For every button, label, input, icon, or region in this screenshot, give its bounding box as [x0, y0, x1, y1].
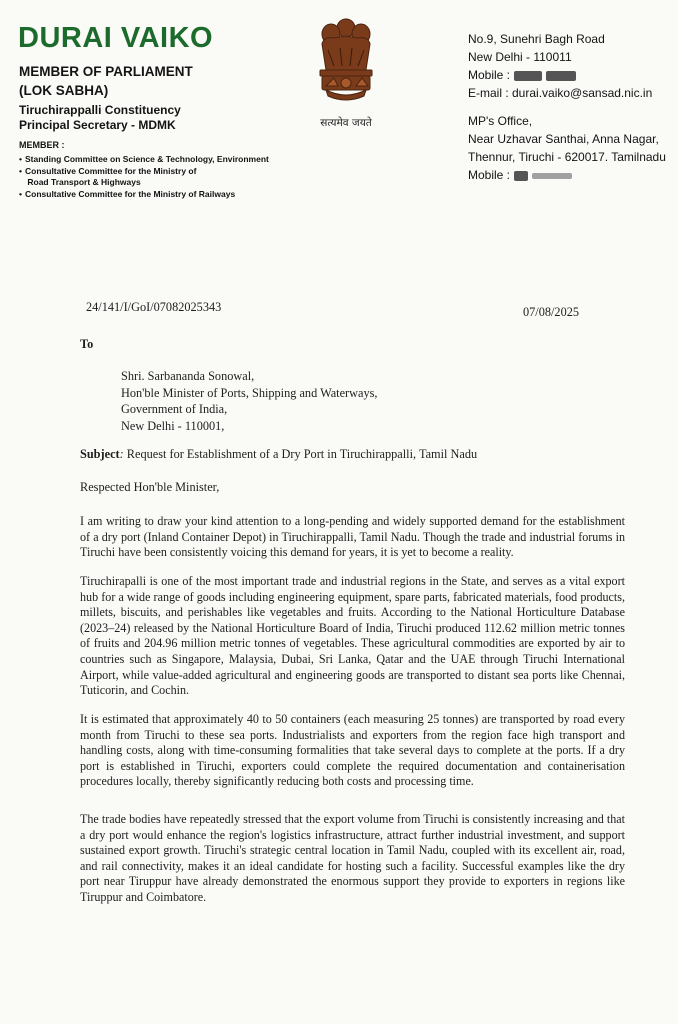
subject-label: Subject [80, 447, 120, 461]
emblem-motto: सत्यमेव जयते [320, 117, 372, 129]
committee-item: • Consultative Committee for the Ministry of Railways [19, 189, 269, 201]
body-paragraph: Tiruchirapalli is one of the most important trade and industrial regions in the State, and serves as a vital export hub for a wide range of goods including engineering equipment, spare parts, fabricated materials, food products, millets, biscuits, and perishables like vegetables and fruits. According to the National Horticulture Database (2023–24) released by the National Horticulture Board of India, Tiruchi produced 112.62 million metric tonnes of fruits and 204.96 million metric tonnes of vegetables. These agricultural commodities are exported by air to countries such as Singapore, Malaysia, Dubai, Sri Lanka, Qatar and the UAE through Tiruchi International Airport, while value-added agricultural and engineering goods are transported to distant sea ports like Chennai, Tuticorin, and Cochin. [80, 574, 625, 698]
body-paragraph: The trade bodies have repeatedly stressed that the export volume from Tiruchi is consistently increasing and that a dry port would enhance the region's logistics infrastructure, attract further industrial investment, and support sustained export growth. Tiruchi's strategic central location in Tamil Nadu, coupled with its excellent air, road, and rail connectivity, makes it an ideal candidate for hosting such a facility. Successful examples like the dry port near Tiruppur have already demonstrated the enormous support they provide to exporters in regions like Tiruppur and Coimbatore. [80, 812, 625, 904]
committee-item: • Standing Committee on Science & Technology, Environment [19, 154, 269, 166]
mobile-row [468, 66, 652, 84]
state-emblem [304, 14, 388, 140]
designation [19, 62, 193, 100]
address-line: Thennur, Tiruchi - 620017. Tamilnadu [468, 150, 666, 164]
constituency-block [19, 103, 181, 133]
salutation: Respected Hon'ble Minister, [80, 480, 220, 494]
address-line: No.9, Sunehri Bagh Road [468, 32, 605, 46]
letterhead-name: DURAI VAIKO [18, 22, 214, 54]
email: E-mail : durai.vaiko@sansad.nic.in [468, 86, 653, 100]
reference-number: 24/141/I/GoI/07082025343 [86, 300, 222, 314]
delhi-address [468, 30, 652, 102]
redaction-mark [546, 71, 576, 81]
member-label: MEMBER : [19, 140, 65, 150]
recipient-line: Shri. Sarbananda Sonowal, [121, 369, 255, 383]
recipient-line: Hon'ble Minister of Ports, Shipping and Waterways, [121, 385, 378, 400]
committee-list [19, 154, 269, 200]
mobile-label: Mobile : [468, 168, 511, 182]
recipient-address [121, 368, 377, 434]
subject-line [80, 447, 477, 462]
body-paragraph: I am writing to draw your kind attention to a long-pending and widely supported demand for the establishment of a dry port (Inland Container Depot) in Tiruchirappalli, Tamil Nadu. Though the trade and industrial forums in Tiruchi have been consistently voicing this demand for years, it is yet to become a reality. [80, 514, 625, 560]
office-address [468, 112, 666, 184]
designation-line: MEMBER OF PARLIAMENT [19, 64, 193, 79]
address-line: Near Uzhavar Santhai, Anna Nagar, [468, 132, 659, 146]
lion-capital-icon [304, 14, 388, 114]
party-role: Principal Secretary - MDMK [19, 118, 176, 132]
redaction-mark [532, 173, 572, 179]
mobile-label: Mobile : [468, 68, 511, 82]
committee-item: • Consultative Committee for the Ministry of Road Transport & Highways [19, 166, 269, 189]
subject-text: Request for Establishment of a Dry Port in Tiruchirappalli, Tamil Nadu [123, 447, 478, 461]
constituency: Tiruchirappalli Constituency [19, 103, 181, 117]
designation-house: (LOK SABHA) [19, 83, 109, 98]
recipient-line: New Delhi - 110001, [121, 418, 225, 433]
subject-colon: : [119, 447, 124, 461]
mobile-row [468, 166, 666, 184]
letter-date: 07/08/2025 [523, 305, 580, 319]
address-line: MP's Office, [468, 114, 533, 128]
body-paragraph: It is estimated that approximately 40 to 50 containers (each measuring 25 tonnes) are transported by road every month from Tiruchi to these sea ports. Industrialists and exporters from the region face high transport and handling costs, along with time-consuming formalities that take several days to complete at the ports. If a dry port is established in Tiruchi, exporters could complete the required documentation and containerisation procedures locally, thereby significantly reducing both costs and processing time. [80, 712, 625, 789]
recipient-line: Government of India, [121, 402, 228, 416]
redaction-mark [514, 71, 542, 81]
address-line: New Delhi - 110011 [468, 50, 572, 64]
to-label: To [80, 337, 94, 351]
redaction-mark [514, 171, 528, 181]
